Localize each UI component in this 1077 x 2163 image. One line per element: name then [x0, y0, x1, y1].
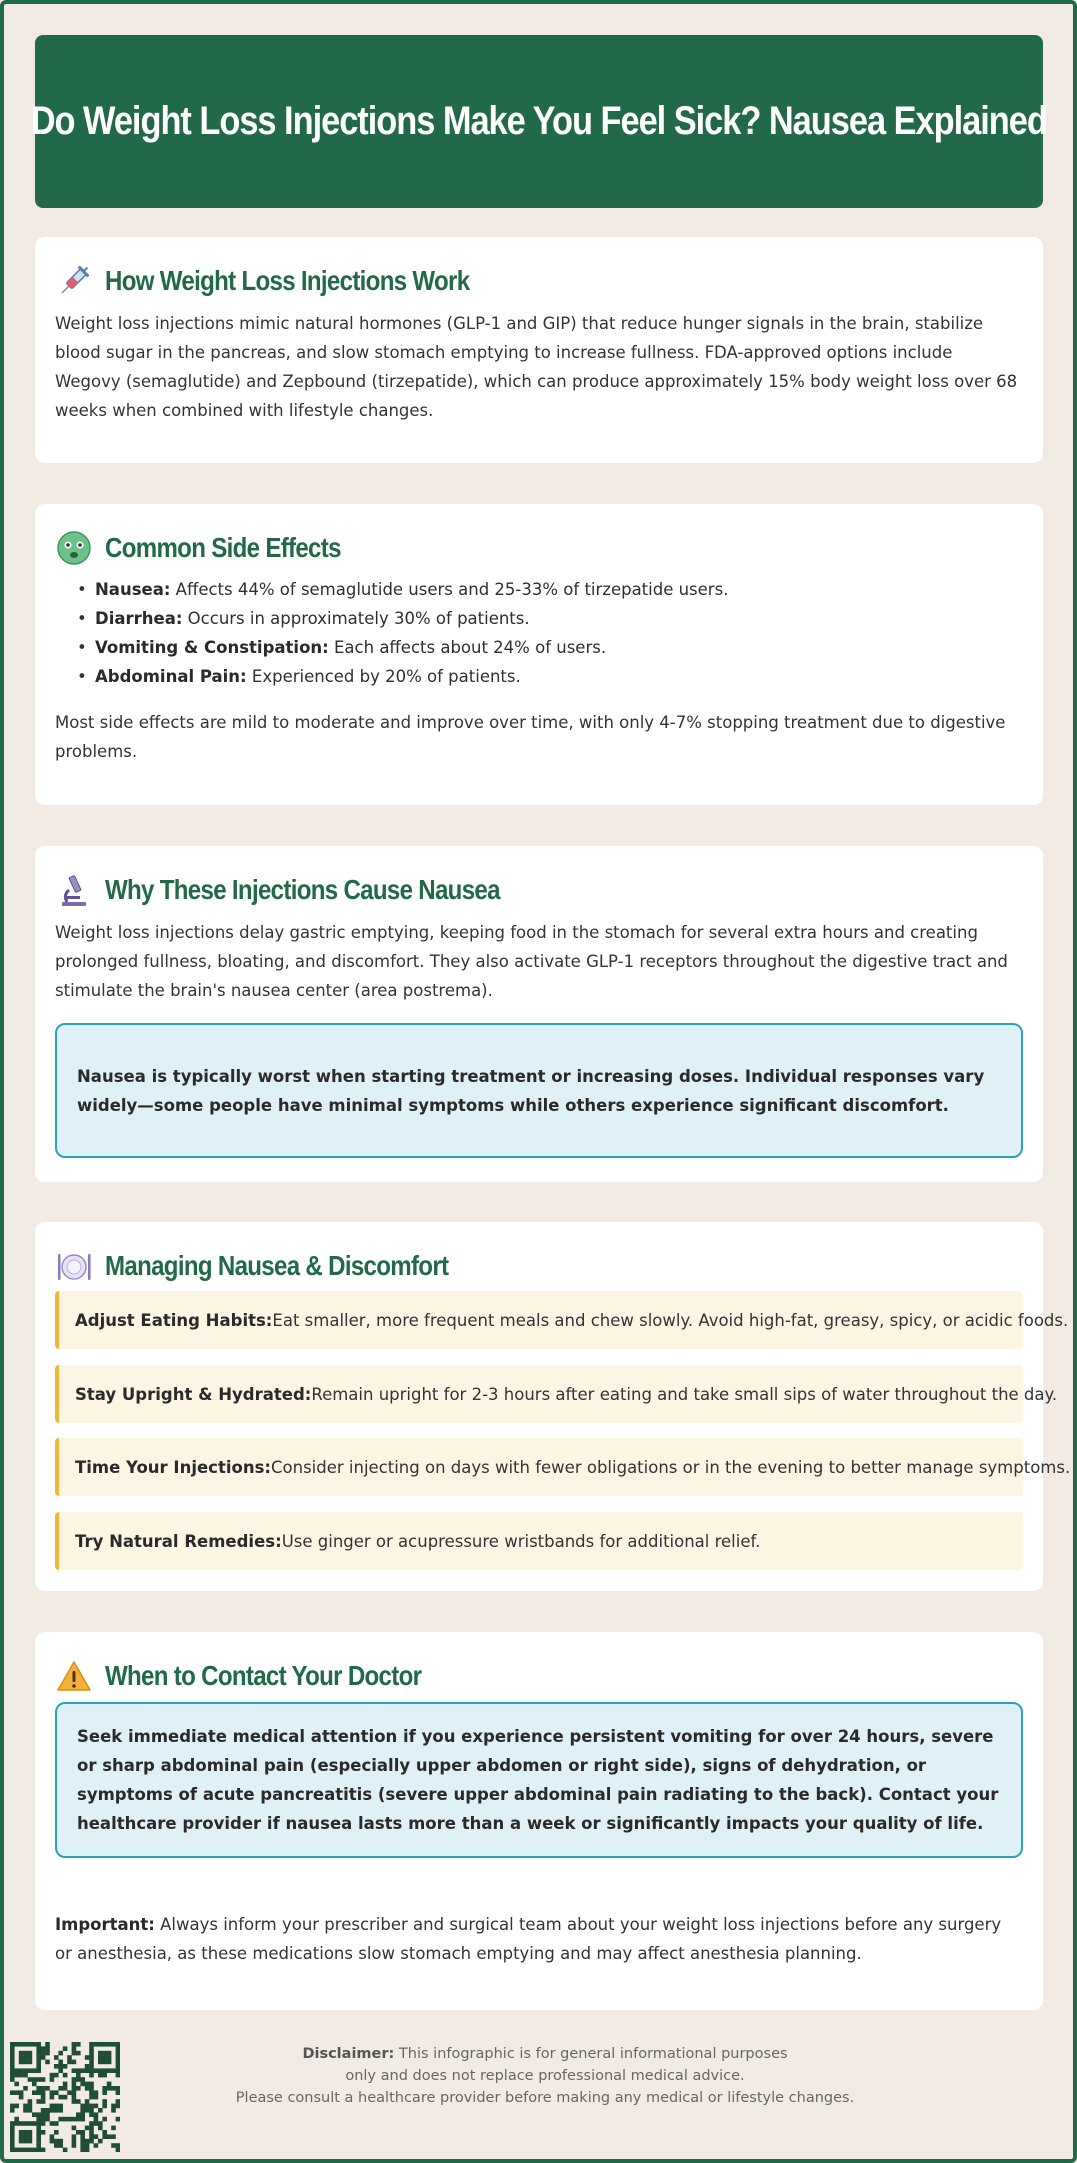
section-heading [55, 1654, 473, 1698]
disclaimer-label: Disclaimer: [302, 2046, 395, 2062]
list-item-label: Abdominal Pain: [95, 667, 247, 686]
disclaimer-line [150, 2043, 940, 2065]
tip-item [55, 1365, 1058, 1423]
page-title: Do Weight Loss Injections Make You Feel Sick? Nausea Explained [30, 99, 1048, 143]
list-item-text: Affects 44% of semaglutide users and 25-33% of tirzepatide users. [170, 580, 729, 599]
warning-callout [55, 1702, 1023, 1858]
microscope-icon [55, 871, 93, 909]
tip-text: Consider injecting on days with fewer obligations or in the evening to better manage symptoms. [271, 1457, 1071, 1477]
tip-text: Remain upright for 2-3 hours after eating and take small sips of water throughout the day. [311, 1384, 1058, 1404]
section-title: Why These Injections Cause Nausea [105, 874, 500, 905]
section-body: Weight loss injections mimic natural hormones (GLP-1 and GIP) that reduce hunger signals in the brain, stabilize blood sugar in the pancreas, and slow stomach emptying to increase fullness. FDA-approved options include Wegovy (semaglutide) and Zepbound (tirzepatide), which can produce approximately 15% body weight loss over 68 weeks when combined with lifestyle changes. [55, 314, 1018, 420]
section-managing-nausea [35, 1222, 1071, 1591]
section-why-nausea [35, 846, 1043, 1182]
list-item-label: Diarrhea: [95, 609, 183, 628]
tip-label: Try Natural Remedies: [75, 1531, 282, 1551]
tip-item [55, 1438, 1071, 1496]
section-heading [55, 526, 379, 570]
plate-cutlery-icon [55, 1247, 93, 1285]
section-title: How Weight Loss Injections Work [105, 265, 470, 296]
footer-disclaimer [150, 2043, 940, 2109]
list-item-label: Vomiting & Constipation: [95, 638, 329, 657]
section-heading [55, 868, 564, 912]
list-item-text: Each affects about 24% of users. [328, 638, 607, 657]
section-title: When to Contact Your Doctor [105, 1660, 422, 1691]
section-side-effects [35, 504, 1043, 805]
tip-text: Eat smaller, more frequent meals and chew slowly. Avoid high-fat, greasy, spicy, or acidic foods. [272, 1310, 1069, 1330]
important-note [55, 1910, 1023, 1968]
disclaimer-line: only and does not replace professional medical advice. [345, 2068, 745, 2084]
important-label: Important: [55, 1915, 155, 1934]
important-text: Always inform your prescriber and surgical team about your weight loss injections before any surgery or anesthesia, as these medications slow stomach emptying and may affect anesthesia planning. [55, 1915, 1002, 1963]
syringe-icon [55, 262, 93, 300]
section-heading [55, 259, 529, 303]
section-how-it-works [35, 237, 1043, 463]
callout-text: Seek immediate medical attention if you experience persistent vomiting for over 24 hours, severe or sharp abdominal pain (especially upper abdomen or right side), signs of dehydration, or symptoms of acute pancreatitis (severe upper abdominal pain radiating to the back). Contact your healthcare provider if nausea lasts more than a week or significantly impacts your quality of life. [77, 1727, 999, 1833]
page-header [30, 35, 1048, 208]
disclaimer-text: This infographic is for general informational purposes [394, 2046, 788, 2062]
section-title: Managing Nausea & Discomfort [105, 1250, 449, 1281]
side-effects-list [55, 575, 1023, 691]
list-item [55, 662, 1023, 691]
tip-item [55, 1512, 1023, 1570]
nauseated-face-icon [55, 529, 93, 567]
tip-label: Adjust Eating Habits: [75, 1310, 273, 1330]
disclaimer-line: Please consult a healthcare provider before making any medical or lifestyle changes. [235, 2090, 855, 2106]
section-title: Common Side Effects [105, 532, 341, 563]
qr-code-icon[interactable] [10, 2042, 120, 2152]
warning-icon [55, 1657, 93, 1695]
tip-text: Use ginger or acupressure wristbands for additional relief. [281, 1531, 761, 1551]
list-item-text: Experienced by 20% of patients. [246, 667, 521, 686]
list-item-text: Occurs in approximately 30% of patients. [182, 609, 530, 628]
callout-text: Nausea is typically worst when starting treatment or increasing doses. Individual responses vary widely—some people have minimal symptoms while others experience significant discomfort. [77, 1066, 985, 1115]
tip-label: Time Your Injections: [75, 1457, 271, 1477]
list-item [55, 633, 1023, 662]
tip-label: Stay Upright & Hydrated: [75, 1384, 312, 1404]
list-item-label: Nausea: [95, 580, 171, 599]
section-summary: Most side effects are mild to moderate and improve over time, with only 4-7% stopping treatment due to digestive problems. [55, 713, 1006, 761]
section-body: Weight loss injections delay gastric emptying, keeping food in the stomach for several extra hours and creating prolonged fullness, bloating, and discomfort. They also activate GLP-1 receptors throughout the digestive tract and stimulate the brain's nausea center (area postrema). [55, 923, 1008, 1000]
section-heading [55, 1244, 504, 1288]
info-callout [55, 1023, 1023, 1158]
tip-item [55, 1291, 1069, 1349]
list-item [55, 604, 1023, 633]
list-item [55, 575, 1023, 604]
section-contact-doctor [35, 1632, 1043, 2010]
